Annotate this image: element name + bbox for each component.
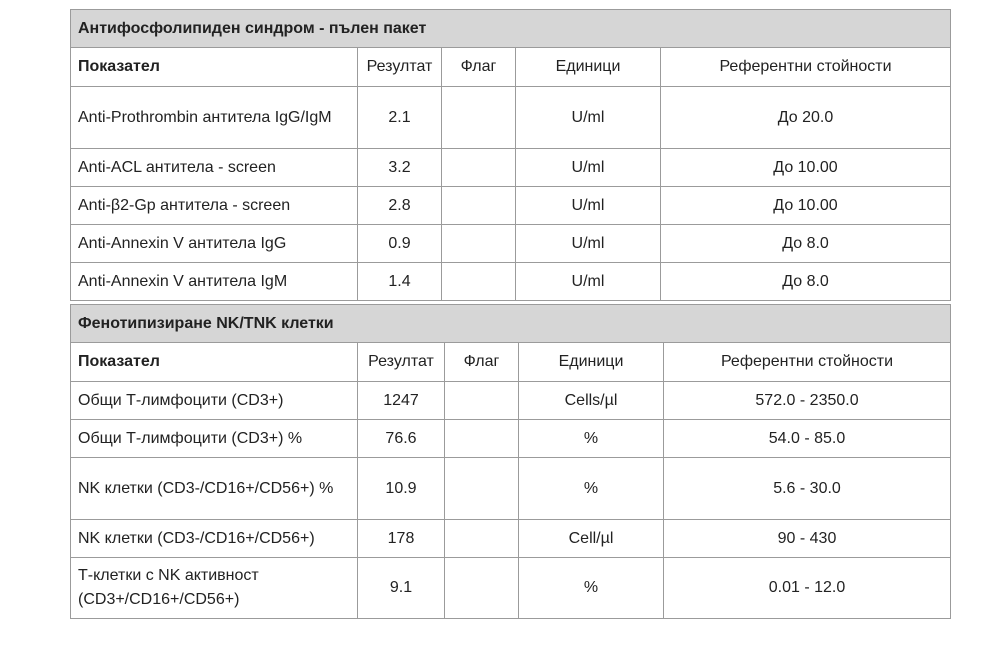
flag-value (445, 458, 519, 520)
units-value: % (519, 420, 664, 458)
column-header-flag: Флаг (445, 343, 519, 382)
flag-value (442, 263, 516, 301)
column-header-row (71, 343, 951, 382)
reference-value: 90 - 430 (664, 520, 951, 558)
indicator-name: Общи Т-лимфоцити (CD3+) (71, 382, 358, 420)
flag-value (442, 187, 516, 225)
section-antiphospholipid (70, 9, 950, 301)
units-value: % (519, 558, 664, 619)
reference-value: 572.0 - 2350.0 (664, 382, 951, 420)
table-row (71, 458, 951, 520)
flag-value (445, 420, 519, 458)
column-header-units: Единици (516, 48, 661, 87)
result-value: 10.9 (358, 458, 445, 520)
table-row (71, 420, 951, 458)
section-title: Фенотипизиране NK/TNK клетки (71, 305, 951, 343)
units-value: U/ml (516, 149, 661, 187)
indicator-name: Anti-β2-Gp антитела - screen (71, 187, 358, 225)
result-value: 9.1 (358, 558, 445, 619)
column-header-result: Резултат (358, 343, 445, 382)
column-header-flag: Флаг (442, 48, 516, 87)
results-table-antiphospholipid (70, 9, 951, 301)
section-title: Антифосфолипиден синдром - пълен пакет (71, 10, 951, 48)
reference-value: 5.6 - 30.0 (664, 458, 951, 520)
column-header-reference: Референтни стойности (661, 48, 951, 87)
indicator-name: Anti-Prothrombin антитела IgG/IgM (71, 87, 358, 149)
result-value: 2.8 (358, 187, 442, 225)
indicator-name: NK клетки (CD3-/CD16+/CD56+) % (71, 458, 358, 520)
indicator-name: Anti-Annexin V антитела IgG (71, 225, 358, 263)
table-row (71, 263, 951, 301)
column-header-result: Резултат (358, 48, 442, 87)
result-value: 1247 (358, 382, 445, 420)
reference-value: 54.0 - 85.0 (664, 420, 951, 458)
reference-value: До 10.00 (661, 149, 951, 187)
units-value: Cells/µl (519, 382, 664, 420)
result-value: 1.4 (358, 263, 442, 301)
table-row (71, 149, 951, 187)
table-row (71, 87, 951, 149)
column-header-row (71, 48, 951, 87)
reference-value: До 8.0 (661, 263, 951, 301)
flag-value (442, 149, 516, 187)
section-nk-phenotyping (70, 304, 950, 619)
result-value: 0.9 (358, 225, 442, 263)
reference-value: 0.01 - 12.0 (664, 558, 951, 619)
result-value: 3.2 (358, 149, 442, 187)
units-value: % (519, 458, 664, 520)
flag-value (445, 558, 519, 619)
reference-value: До 10.00 (661, 187, 951, 225)
units-value: U/ml (516, 87, 661, 149)
column-header-units: Единици (519, 343, 664, 382)
indicator-name: Общи Т-лимфоцити (CD3+) % (71, 420, 358, 458)
section-header (71, 305, 951, 343)
indicator-name: Anti-ACL антитела - screen (71, 149, 358, 187)
reference-value: До 8.0 (661, 225, 951, 263)
section-header (71, 10, 951, 48)
result-value: 76.6 (358, 420, 445, 458)
table-row (71, 225, 951, 263)
indicator-name: Т-клетки с NK активност (CD3+/CD16+/CD56+) (71, 558, 358, 619)
column-header-indicator: Показател (71, 48, 358, 87)
indicator-name: NK клетки (CD3-/CD16+/CD56+) (71, 520, 358, 558)
flag-value (445, 382, 519, 420)
table-row (71, 187, 951, 225)
flag-value (442, 87, 516, 149)
units-value: U/ml (516, 187, 661, 225)
column-header-indicator: Показател (71, 343, 358, 382)
flag-value (442, 225, 516, 263)
units-value: U/ml (516, 225, 661, 263)
table-row (71, 382, 951, 420)
column-header-reference: Референтни стойности (664, 343, 951, 382)
result-value: 178 (358, 520, 445, 558)
units-value: Cell/µl (519, 520, 664, 558)
flag-value (445, 520, 519, 558)
units-value: U/ml (516, 263, 661, 301)
table-row (71, 558, 951, 619)
reference-value: До 20.0 (661, 87, 951, 149)
table-row (71, 520, 951, 558)
results-table-nk (70, 304, 951, 619)
indicator-name: Anti-Annexin V антитела IgM (71, 263, 358, 301)
result-value: 2.1 (358, 87, 442, 149)
